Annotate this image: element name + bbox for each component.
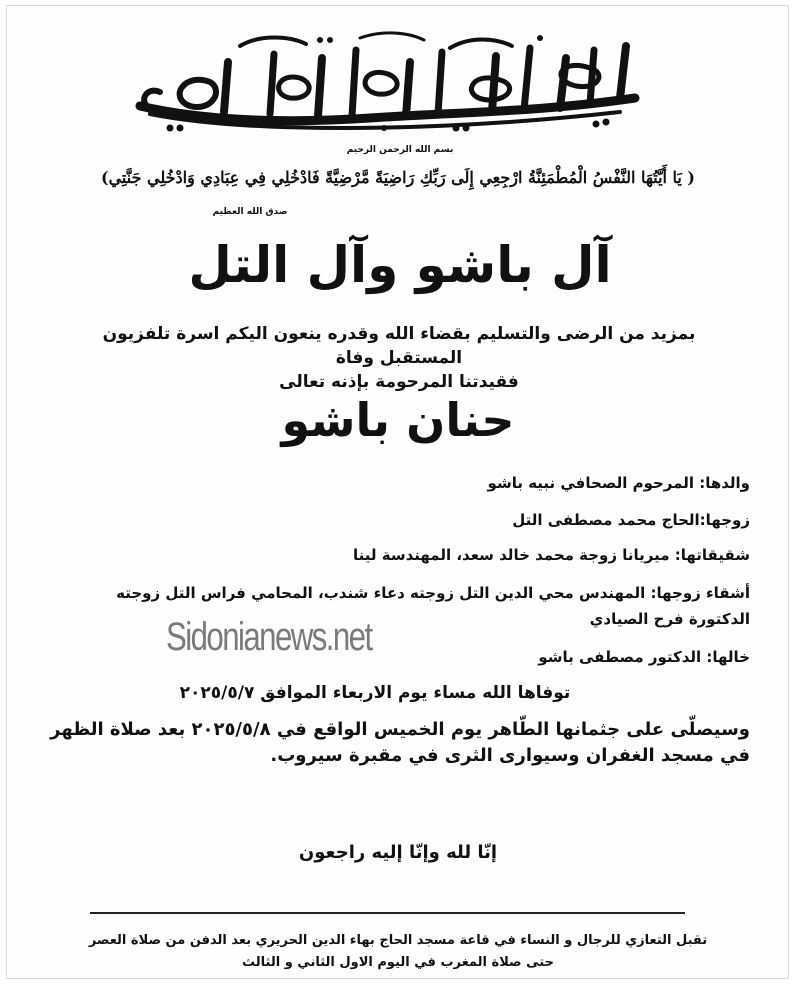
funeral-line-2: في مسجد الغفران وسيوارى الثرى في مقبرة سيروب. bbox=[270, 745, 750, 766]
families-title: آل باشو وآل التل bbox=[188, 236, 612, 294]
relative-sisters: شقيقاتها: ميريانا زوجة محمد خالد سعد، المهندسة لينا bbox=[353, 546, 750, 564]
death-notice: توفاها الله مساء يوم الاربعاء الموافق ٢٠٢٥/٥/٧ bbox=[179, 683, 571, 703]
basmala: بسم الله الرحمن الرحيم bbox=[346, 145, 454, 155]
relative-in-laws: أشقاء زوجها: المهندس محي الدين التل زوجته دعاء شندب، المحامي فراس التل زوجته الدكتورة فرح الصيادي bbox=[116, 584, 750, 628]
divider bbox=[90, 912, 685, 914]
sadaqa-line: صدق الله العظيم bbox=[212, 207, 288, 217]
funeral-line-1: وسيصلّى على جثمانها الطّاهر يوم الخميس الواقع في ٢٠٢٥/٥/٨ بعد صلاة الظهر bbox=[50, 719, 750, 740]
condolences-line-2: حتى صلاة المغرب في اليوم الاول الثاني و الثالث bbox=[242, 955, 554, 970]
calligraphy-svg bbox=[120, 28, 660, 138]
relative-uncle: خالها: الدكتور مصطفى باشو bbox=[538, 648, 750, 666]
intro-line-1: بمزيد من الرضى والتسليم بقضاء الله وقدره ينعون اليكم اسرة تلفزيون المستقبل وفاة bbox=[102, 324, 696, 368]
deceased-name: حنان باشو bbox=[281, 393, 515, 447]
condolences bbox=[40, 930, 756, 974]
closing-verse: إنّا لله وإنّا إليه راجعون bbox=[298, 842, 498, 863]
calligraphy-logo bbox=[120, 28, 660, 138]
condolences-line-1: تقبل التعازي للرجال و النساء في قاعة مسجد الحاج بهاء الدين الحريري بعد الدفن من صلاة العصر bbox=[88, 933, 708, 948]
watermark: Sidonianews.net bbox=[166, 615, 372, 659]
intro-line-2: فقيدتنا المرحومة بإذنه تعالى bbox=[279, 372, 519, 392]
quran-verse: ( يَا أَيَّتُهَا النَّفْسُ الْمُطْمَئِنَّةُ ارْجِعِي إِلَى رَبِّكِ رَاضِيَةً مَّرْضِيَّةً فَادْخُلِي فِي عِبَادِي وَادْخُلِي جَنَّتِي) bbox=[101, 168, 695, 187]
svg-text:سُبحان الحي الذي لا يموت: سُبحان الحي الذي لا يموت bbox=[384, 88, 396, 89]
funeral-details bbox=[50, 717, 750, 769]
announcement-intro bbox=[60, 322, 738, 394]
relative-husband: زوجها:الحاج محمد مصطفى التل bbox=[512, 511, 750, 529]
relative-father: والدها: المرحوم الصحافي نبيه باشو bbox=[487, 474, 750, 492]
